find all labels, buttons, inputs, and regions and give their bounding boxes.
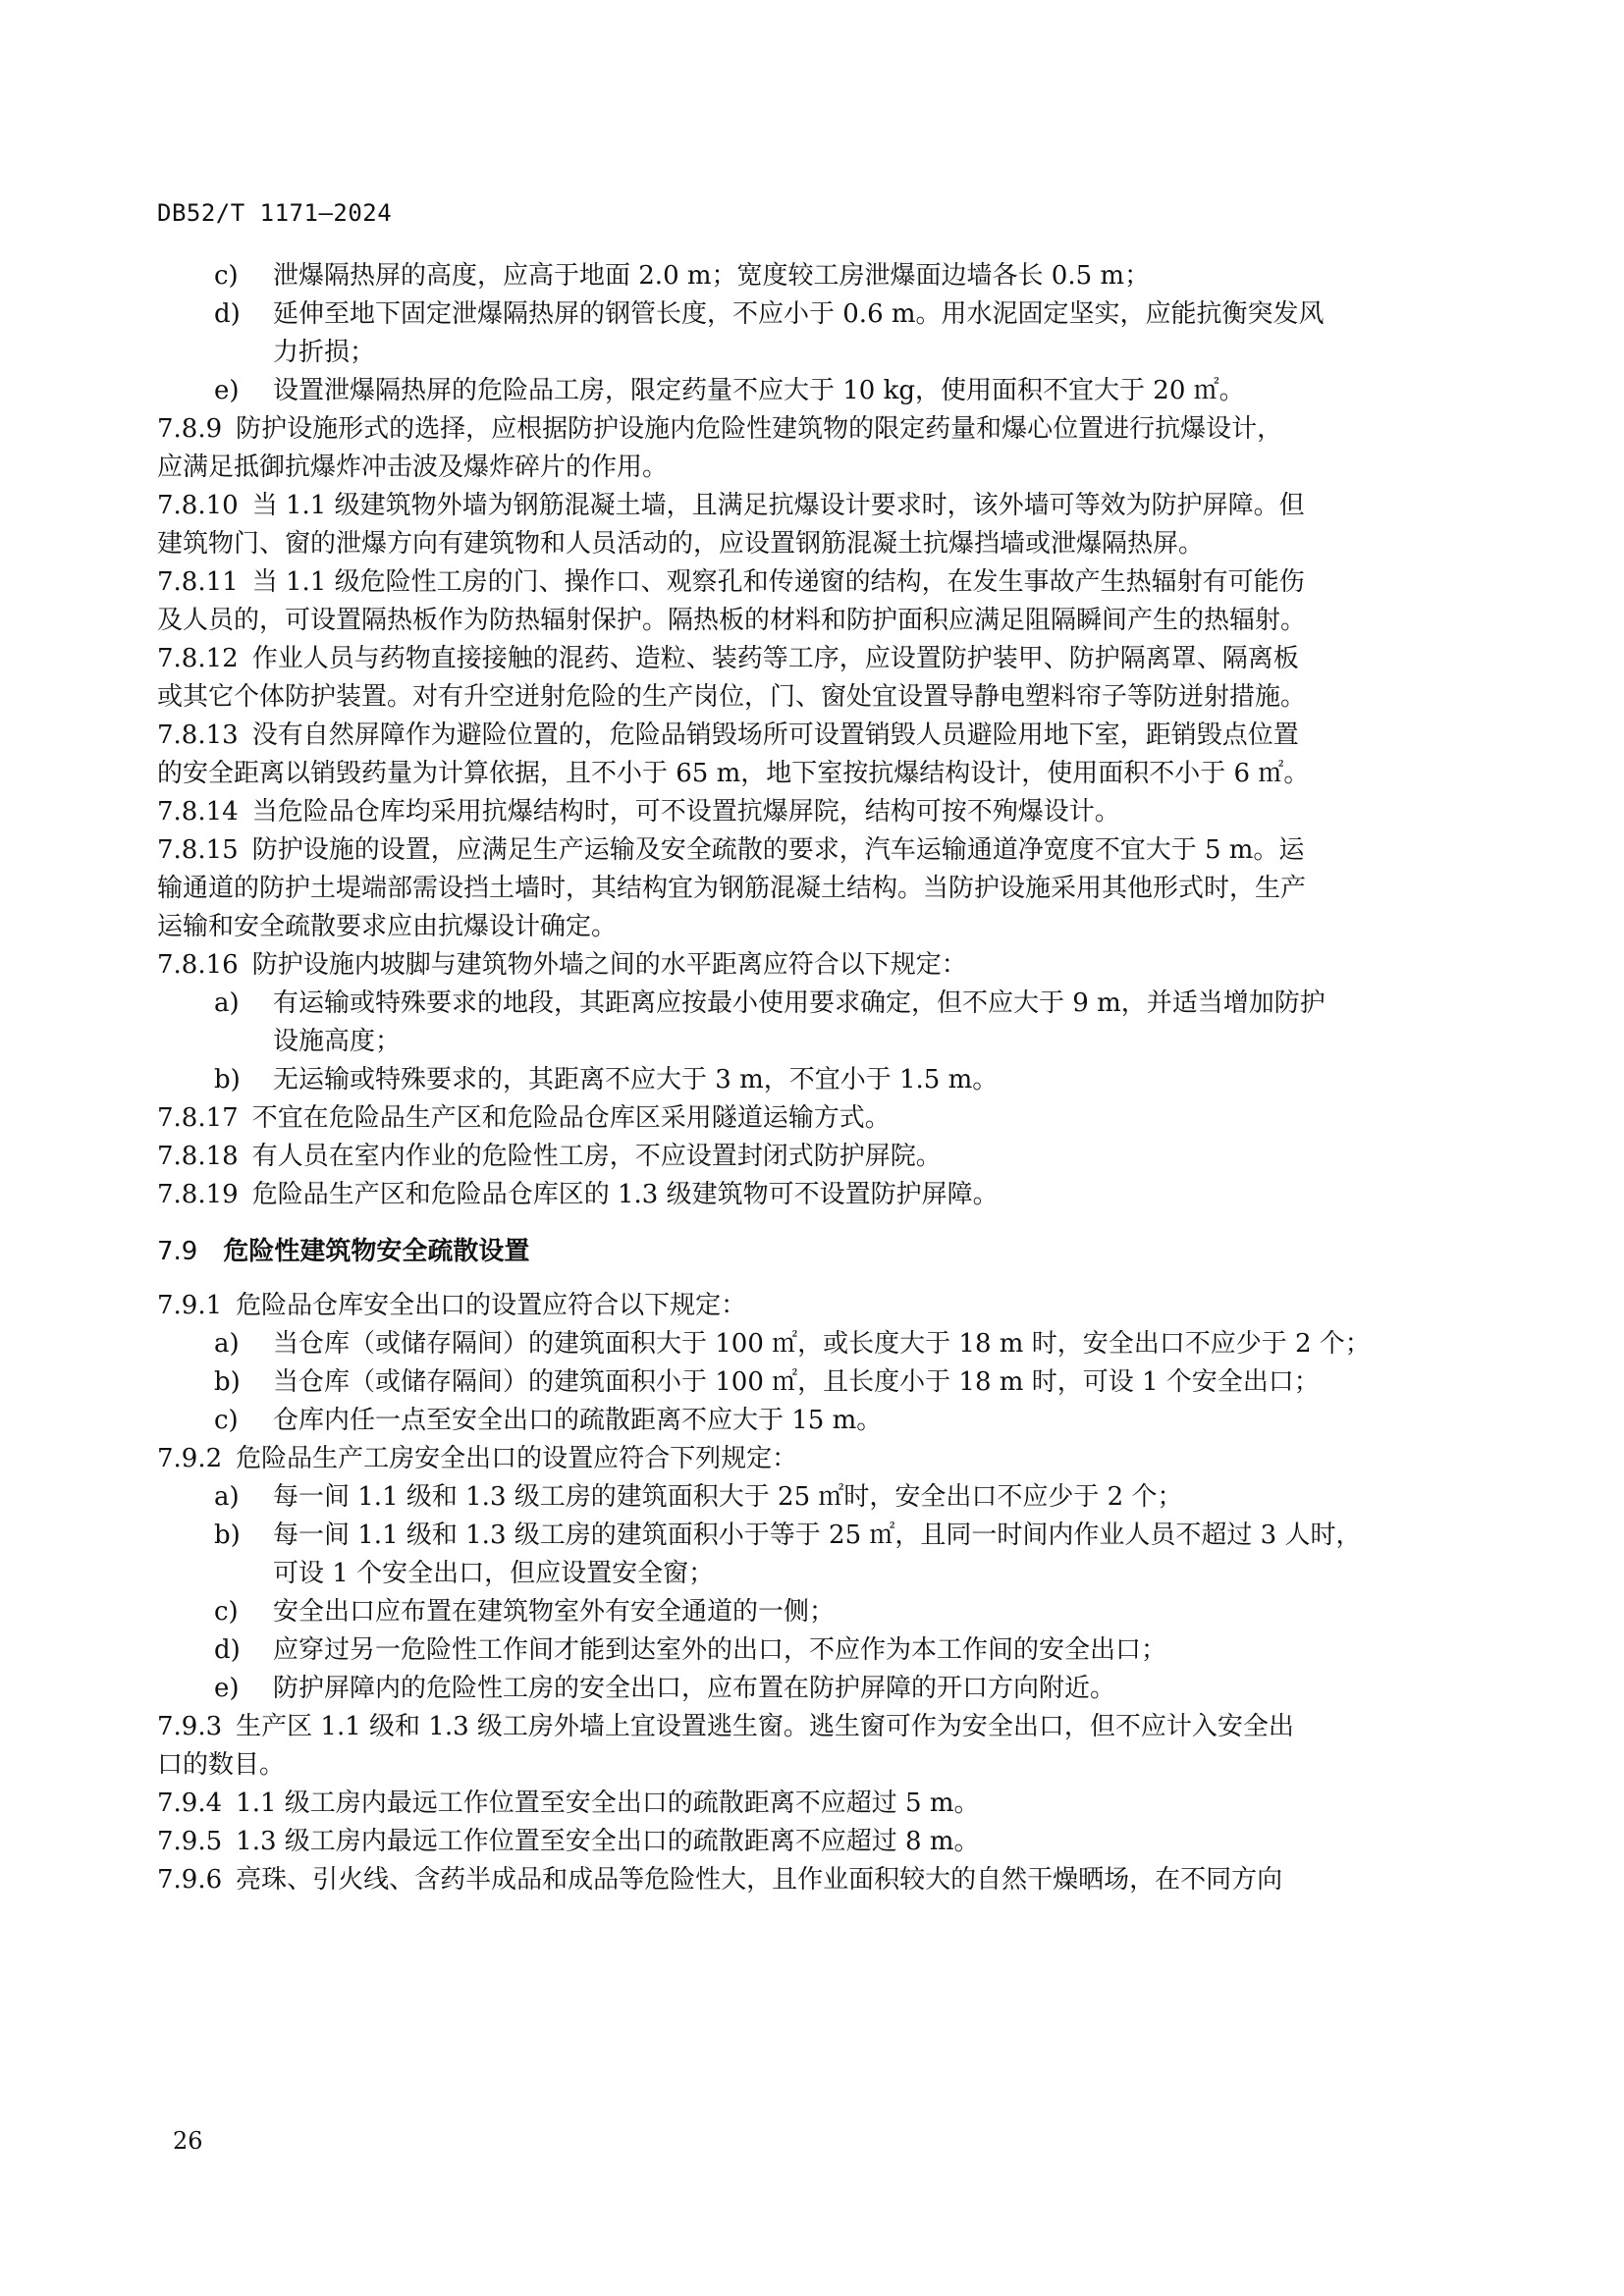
text-line	[157, 985, 1443, 1023]
clause-number: 7.8.9	[157, 414, 223, 444]
clause-text: 可设 1 个安全出口，但应设置安全窗；	[273, 1559, 715, 1588]
text-line	[157, 1631, 1443, 1670]
clause-number: d)	[214, 299, 241, 329]
clause-text: 危险品仓库安全出口的设置应符合以下规定：	[236, 1291, 747, 1320]
text-line	[157, 946, 1443, 985]
clause-text: 亮珠、引火线、含药半成品和成品等危险性大，且作业面积较大的自然干燥晒场，在不同方向	[236, 1865, 1283, 1895]
text-line	[157, 1287, 1443, 1325]
text-line	[157, 295, 1443, 334]
text-line	[157, 1176, 1443, 1214]
text-line	[157, 755, 1443, 793]
clause-text: 运输和安全疏散要求应由抗爆设计确定。	[157, 912, 618, 941]
text-line	[157, 410, 1443, 449]
text-line	[157, 870, 1443, 908]
clause-number: b)	[214, 1367, 241, 1397]
page-number: 26	[173, 2127, 203, 2155]
text-line	[157, 372, 1443, 410]
document-body	[157, 257, 1443, 1899]
clause-number: 7.8.14	[157, 797, 239, 827]
clause-number: 7.8.16	[157, 950, 239, 980]
clause-number: 7.8.15	[157, 835, 239, 865]
clause-number: b)	[214, 1521, 241, 1550]
clause-text: 有人员在室内作业的危险性工房，不应设置封闭式防护屏院。	[251, 1142, 942, 1171]
text-line	[157, 257, 1443, 295]
clause-number: e)	[214, 376, 240, 405]
clause-number: c)	[214, 1597, 239, 1627]
clause-number: 7.8.13	[157, 721, 239, 750]
text-line	[157, 487, 1443, 525]
clause-text: 设施高度；	[273, 1027, 402, 1056]
clause-text: 防护设施的设置，应满足生产运输及安全疏散的要求，汽车运输通道净宽度不宜大于 5 m。运	[251, 835, 1305, 865]
clause-text: 力折损；	[273, 338, 376, 367]
clause-number: 7.8.18	[157, 1142, 239, 1171]
clause-text: 建筑物门、窗的泄爆方向有建筑物和人员活动的，应设置钢筋混凝土抗爆挡墙或泄爆隔热屏。	[157, 529, 1205, 559]
clause-number: a)	[214, 1482, 240, 1512]
clause-number: 7.8.19	[157, 1180, 239, 1209]
clause-text: 每一间 1.1 级和 1.3 级工房的建筑面积大于 25 ㎡时，安全出口不应少于 2 个；	[273, 1482, 1183, 1512]
text-line	[157, 678, 1443, 717]
clause-number: 7.8.11	[157, 567, 239, 597]
clause-text: 当 1.1 级危险性工房的门、操作口、观察孔和传递窗的结构，在发生事故产生热辐射有可能伤	[251, 567, 1305, 597]
clause-text: 仓库内任一点至安全出口的疏散距离不应大于 15 m。	[273, 1406, 883, 1435]
text-line	[157, 1517, 1443, 1555]
section-heading	[157, 1222, 1443, 1281]
clause-text: 延伸至地下固定泄爆隔热屏的钢管长度，不应小于 0.6 m。用水泥固定坚实，应能抗衡突发风	[273, 299, 1325, 329]
text-line	[157, 1861, 1443, 1899]
clause-text: 防护屏障内的危险性工房的安全出口，应布置在防护屏障的开口方向附近。	[273, 1674, 1116, 1703]
clause-number: a)	[214, 1329, 240, 1359]
text-line	[157, 831, 1443, 870]
text-line	[157, 1363, 1443, 1402]
clause-number: 7.9.4	[157, 1789, 223, 1818]
text-line	[157, 1823, 1443, 1861]
clause-text: 安全出口应布置在建筑物室外有安全通道的一侧；	[273, 1597, 836, 1627]
text-line	[157, 1785, 1443, 1823]
clause-text: 当 1.1 级建筑物外墙为钢筋混凝土墙，且满足抗爆设计要求时，该外墙可等效为防护屏障。但	[251, 491, 1305, 520]
clause-text: 当仓库（或储存隔间）的建筑面积大于 100 ㎡，或长度大于 18 m 时，安全出口不应少于 2 个；	[273, 1329, 1371, 1359]
text-line	[157, 1061, 1443, 1099]
text-line	[157, 1670, 1443, 1708]
clause-text: 的安全距离以销毁药量为计算依据，且不小于 65 m，地下室按抗爆结构设计，使用面积不小于 6 ㎡。	[157, 759, 1310, 788]
clause-text: 防护设施内坡脚与建筑物外墙之间的水平距离应符合以下规定：	[251, 950, 967, 980]
clause-number: 7.9.5	[157, 1827, 223, 1856]
text-line	[157, 334, 1443, 372]
clause-text: 危险品生产工房安全出口的设置应符合下列规定：	[236, 1444, 798, 1473]
clause-text: 有运输或特殊要求的地段，其距离应按最小使用要求确定，但不应大于 9 m，并适当增加防护	[273, 988, 1326, 1018]
text-line	[157, 1402, 1443, 1440]
text-line	[157, 1440, 1443, 1478]
clause-text: 设置泄爆隔热屏的危险品工房，限定药量不应大于 10 kg，使用面积不宜大于 20 ㎡。	[273, 376, 1245, 405]
clause-text: 输通道的防护土堤端部需设挡土墙时，其结构宜为钢筋混凝土结构。当防护设施采用其他形式时，生产	[157, 874, 1307, 903]
clause-number: 7.9.3	[157, 1712, 223, 1741]
text-line	[157, 1593, 1443, 1631]
clause-number: 7.9	[157, 1237, 198, 1266]
clause-text: 危险品生产区和危险品仓库区的 1.3 级建筑物可不设置防护屏障。	[251, 1180, 999, 1209]
text-line	[157, 793, 1443, 831]
document-code-header: DB52/T 1171—2024	[157, 199, 393, 227]
text-line	[157, 1325, 1443, 1363]
clause-number: d)	[214, 1635, 241, 1665]
clause-number: 7.9.1	[157, 1291, 223, 1320]
clause-text: 1.3 级工房内最远工作位置至安全出口的疏散距离不应超过 8 m。	[236, 1827, 980, 1856]
text-line	[157, 449, 1443, 487]
text-line	[157, 717, 1443, 755]
text-line	[157, 1099, 1443, 1138]
text-line	[157, 525, 1443, 563]
text-line	[157, 563, 1443, 602]
clause-number: e)	[214, 1674, 240, 1703]
text-line	[157, 1478, 1443, 1517]
text-line	[157, 1555, 1443, 1593]
text-line	[157, 1746, 1443, 1785]
clause-text: 应满足抵御抗爆炸冲击波及爆炸碎片的作用。	[157, 453, 669, 482]
text-line	[157, 1023, 1443, 1061]
clause-text: 每一间 1.1 级和 1.3 级工房的建筑面积小于等于 25 ㎡，且同一时间内作业人员不超过 3 人时，	[273, 1521, 1362, 1550]
clause-text: 危险性建筑物安全疏散设置	[223, 1237, 530, 1266]
clause-text: 作业人员与药物直接接触的混药、造粒、装药等工序，应设置防护装甲、防护隔离罩、隔离板	[251, 644, 1299, 673]
clause-text: 1.1 级工房内最远工作位置至安全出口的疏散距离不应超过 5 m。	[236, 1789, 980, 1818]
clause-text: 或其它个体防护装置。对有升空迸射危险的生产岗位，门、窗处宜设置导静电塑料帘子等防迸射措施。	[157, 682, 1307, 712]
clause-number: 7.9.6	[157, 1865, 223, 1895]
clause-text: 生产区 1.1 级和 1.3 级工房外墙上宜设置逃生窗。逃生窗可作为安全出口，但不应计入安全出	[236, 1712, 1294, 1741]
clause-text: 口的数目。	[157, 1750, 286, 1780]
clause-number: 7.8.17	[157, 1103, 239, 1133]
clause-number: a)	[214, 988, 240, 1018]
clause-number: b)	[214, 1065, 241, 1095]
text-line	[157, 602, 1443, 640]
clause-text: 当危险品仓库均采用抗爆结构时，可不设置抗爆屏院，结构可按不殉爆设计。	[251, 797, 1120, 827]
clause-number: c)	[214, 261, 239, 291]
clause-text: 不宜在危险品生产区和危险品仓库区采用隧道运输方式。	[251, 1103, 891, 1133]
text-line	[157, 1138, 1443, 1176]
clause-text: 应穿过另一危险性工作间才能到达室外的出口，不应作为本工作间的安全出口；	[273, 1635, 1167, 1665]
text-line	[157, 640, 1443, 678]
clause-text: 没有自然屏障作为避险位置的，危险品销毁场所可设置销毁人员避险用地下室，距销毁点位置	[251, 721, 1299, 750]
clause-number: 7.8.12	[157, 644, 239, 673]
clause-text: 及人员的，可设置隔热板作为防热辐射保护。隔热板的材料和防护面积应满足阻隔瞬间产生的热辐射。	[157, 606, 1307, 635]
clause-text: 无运输或特殊要求的，其距离不应大于 3 m，不宜小于 1.5 m。	[273, 1065, 999, 1095]
clause-number: 7.9.2	[157, 1444, 223, 1473]
clause-number: c)	[214, 1406, 239, 1435]
text-line	[157, 908, 1443, 946]
text-line	[157, 1708, 1443, 1746]
clause-number: 7.8.10	[157, 491, 239, 520]
clause-text: 防护设施形式的选择，应根据防护设施内危险性建筑物的限定药量和爆心位置进行抗爆设计，	[236, 414, 1283, 444]
clause-text: 泄爆隔热屏的高度，应高于地面 2.0 m；宽度较工房泄爆面边墙各长 0.5 m；	[273, 261, 1151, 291]
clause-text: 当仓库（或储存隔间）的建筑面积小于 100 ㎡，且长度小于 18 m 时，可设 1 个安全出口；	[273, 1367, 1320, 1397]
